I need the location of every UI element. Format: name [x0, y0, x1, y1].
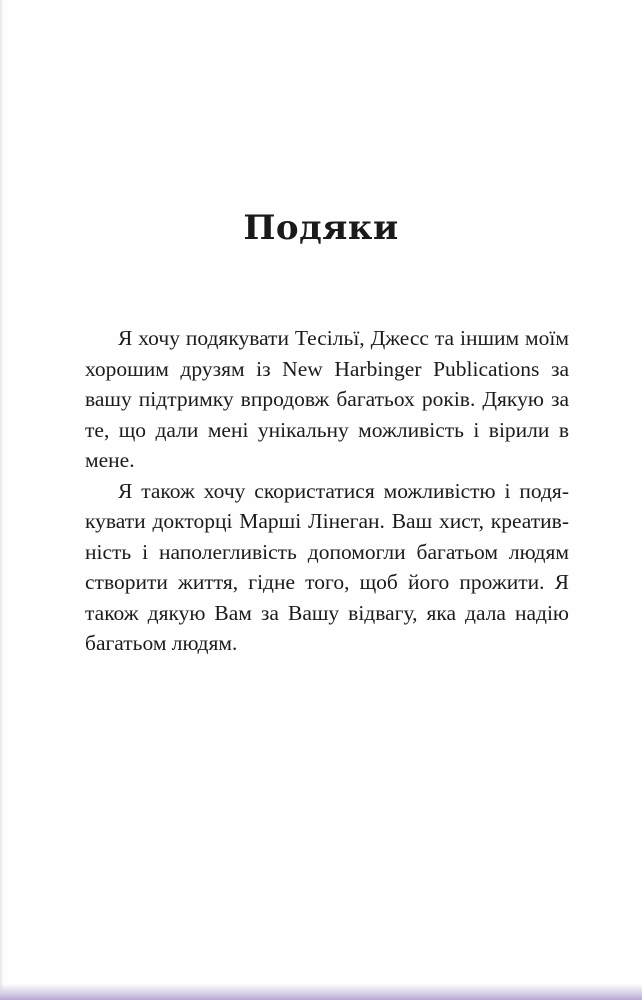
page-gutter-shadow	[0, 0, 4, 1000]
page-title: Подяки	[243, 208, 399, 248]
paragraph-1: Я хочу подякувати Тесільї, Джесс та іншим моїм хорошим друзям із New Harbinger Publications за вашу підтримку впродовж багатьох років. Дякую за те, що дали мені унікальну можливість і вірили в мене.	[85, 326, 569, 472]
page-bottom-edge	[0, 984, 642, 1000]
paragraph-2: Я також хочу скористатися можливістю і подякувати докторці Марші Лінеган. Ваш хист, креативність і наполегливість допомогли багатьом людям створити життя, гідне того, щоб його прожити. Я також дякую Вам за Вашу відвагу, яка дала надію багатьом людям.	[85, 478, 569, 655]
acknowledgements-text	[85, 323, 569, 659]
